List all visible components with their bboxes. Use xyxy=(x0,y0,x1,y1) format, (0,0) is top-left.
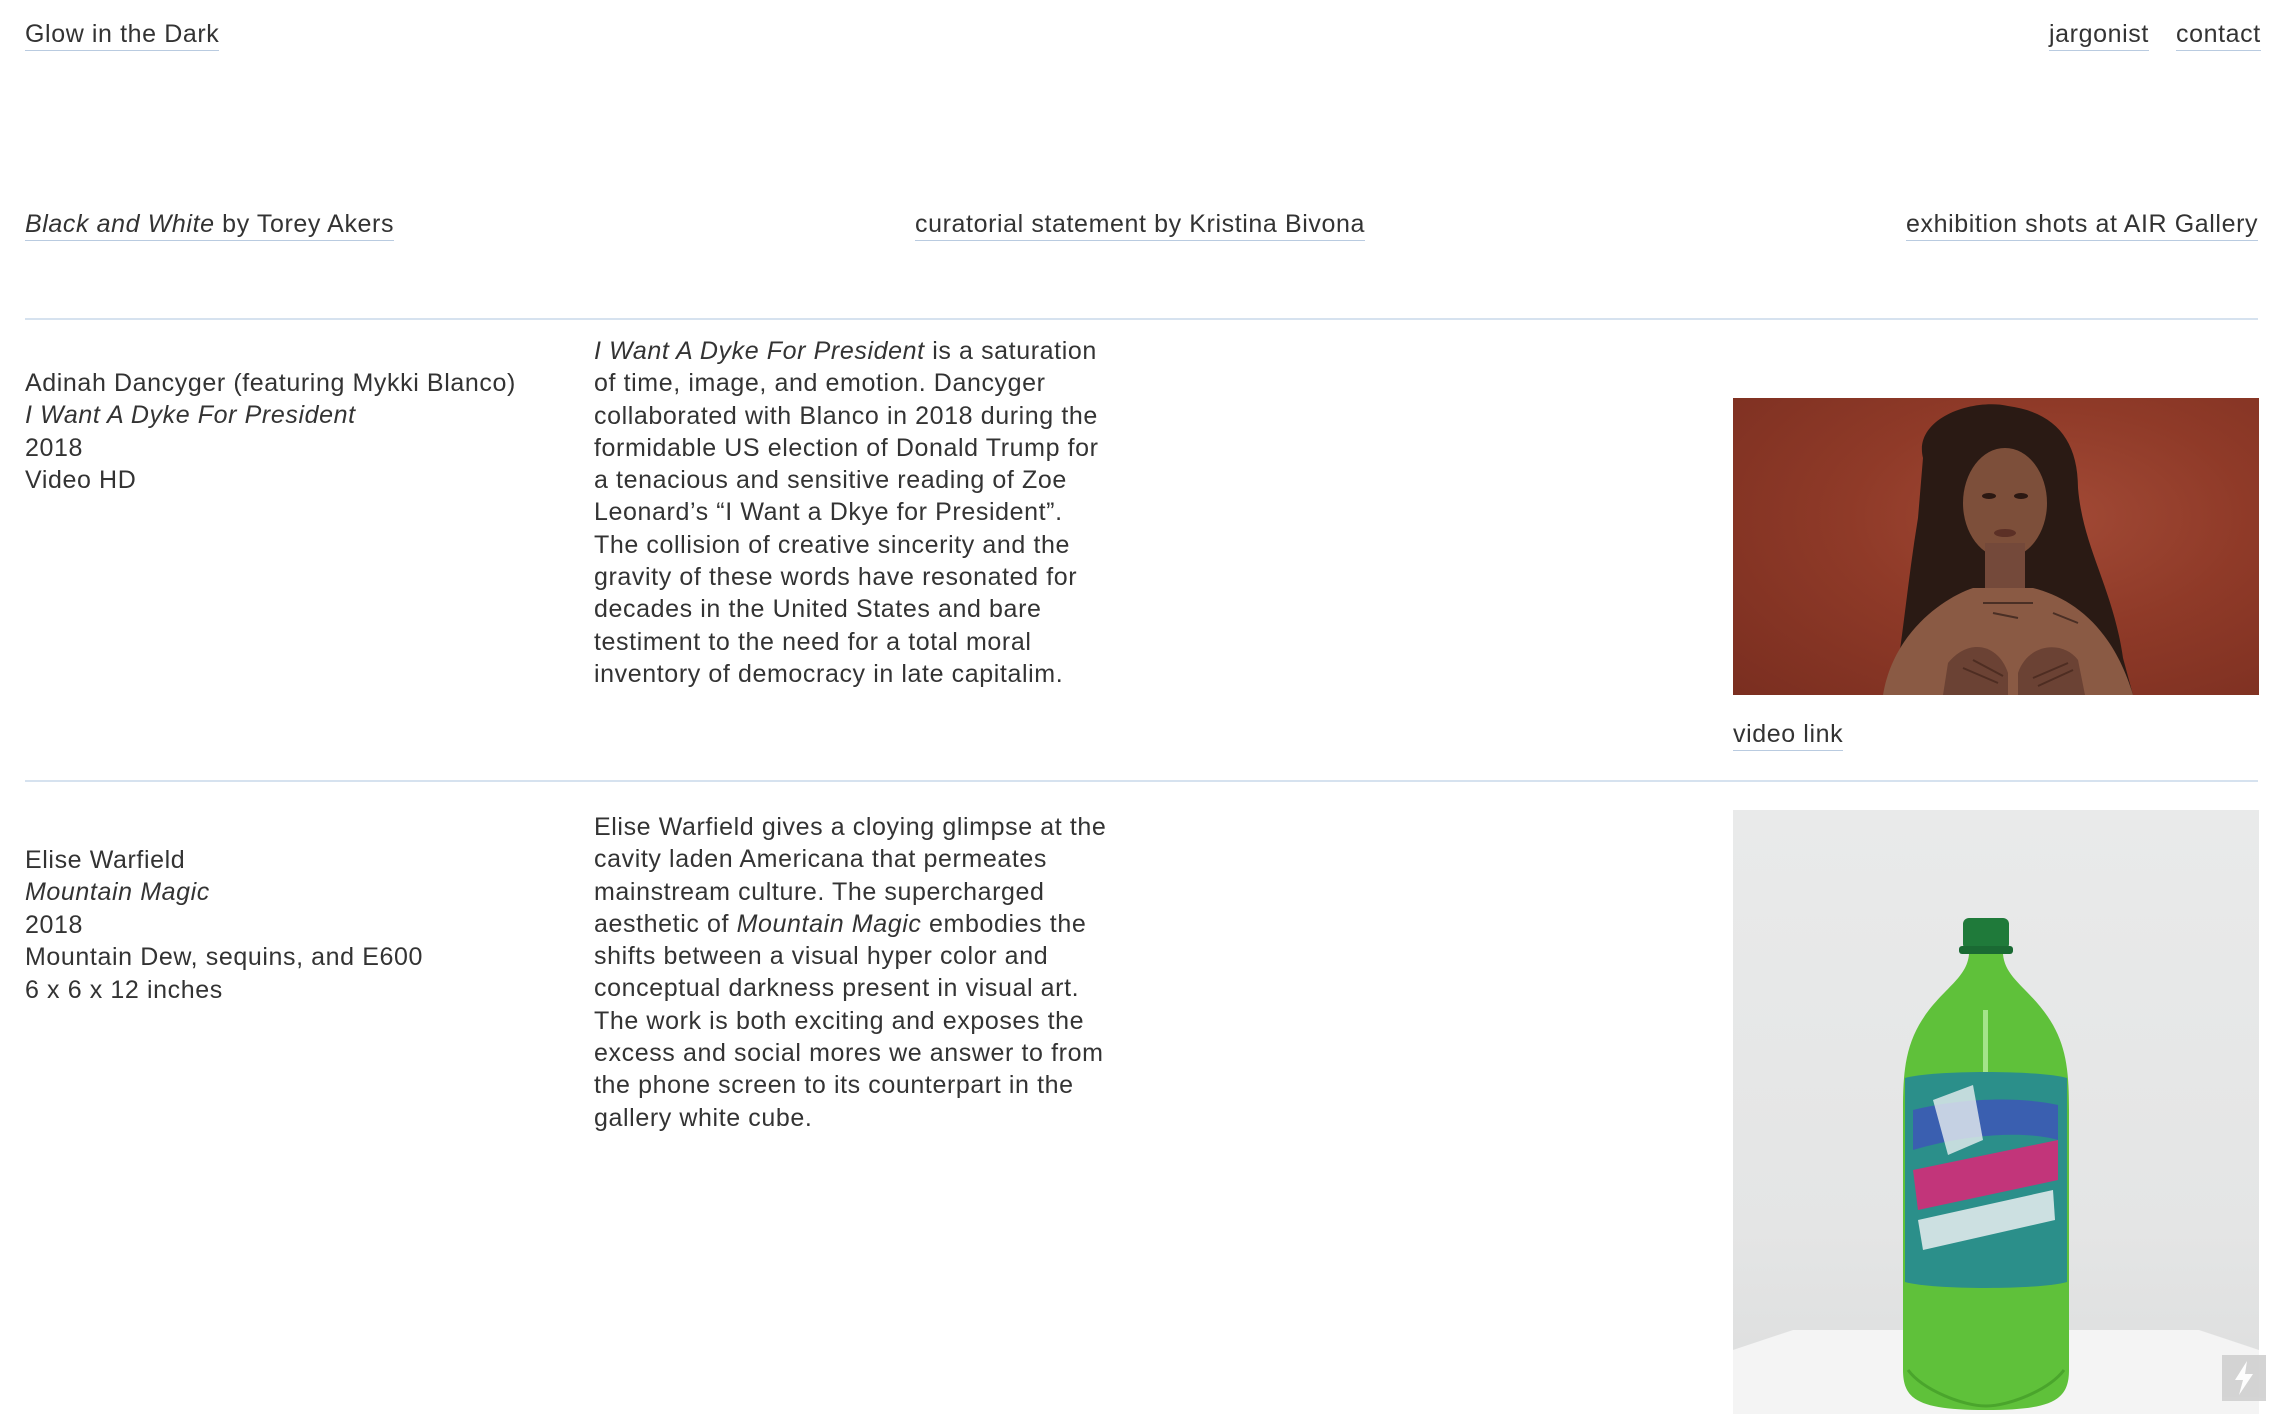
work-1-description-line: formidable US election of Donald Trump for xyxy=(594,433,1099,462)
work-2-description-line: excess and social mores we answer to from xyxy=(594,1039,1104,1068)
black-and-white-essay-link[interactable] xyxy=(25,210,394,241)
work-2-description-line: shifts between a visual hyper color and xyxy=(594,942,1049,971)
work-2-description-line: mainstream culture. The supercharged xyxy=(594,877,1045,906)
work-1-medium: Video HD xyxy=(25,466,137,495)
work-1-description-line: decades in the United States and bare xyxy=(594,595,1042,624)
work-1-description-line: gravity of these words have resonated for xyxy=(594,563,1078,592)
work-1-description-line: inventory of democracy in late capitalim. xyxy=(594,659,1064,688)
lightning-icon[interactable] xyxy=(2222,1355,2266,1401)
work-1-year: 2018 xyxy=(25,433,84,462)
lightning-glyph xyxy=(2222,1355,2266,1401)
section-divider xyxy=(25,318,2258,320)
work-2-meta xyxy=(25,844,423,1006)
work-1-description-line: of time, image, and emotion. Dancyger xyxy=(594,369,1046,398)
nav-contact-link[interactable]: contact xyxy=(2176,20,2261,51)
work-2-description xyxy=(594,811,1134,1134)
work-2-description-line: aesthetic of Mountain Magic embodies the xyxy=(594,909,1087,938)
work-1-title: I Want A Dyke For President xyxy=(25,401,356,430)
exhibition-shots-link[interactable]: exhibition shots at AIR Gallery xyxy=(1906,210,2258,241)
work-2-artist: Elise Warfield xyxy=(25,846,186,874)
work-1-video-still-image[interactable] xyxy=(1733,398,2259,695)
work-2-description-line: the phone screen to its counterpart in the xyxy=(594,1071,1074,1100)
work-1-description xyxy=(594,335,1134,690)
work-2-description-line: The work is both exciting and exposes the xyxy=(594,1006,1085,1035)
work-2-medium: Mountain Dew, sequins, and E600 xyxy=(25,943,424,972)
work-2-description-line: Elise Warfield gives a cloying glimpse at the xyxy=(594,813,1107,841)
work-2-description-line: gallery white cube. xyxy=(594,1103,813,1132)
work-1-description-line: The collision of creative sincerity and the xyxy=(594,530,1071,559)
portrait-image-icon xyxy=(1733,398,2259,695)
work-1-description-line: a tenacious and sensitive reading of Zoe xyxy=(594,466,1067,495)
work-2-title: Mountain Magic xyxy=(25,878,210,907)
section-divider xyxy=(25,780,2258,782)
work-1-artist: Adinah Dancyger (featuring Mykki Blanco) xyxy=(25,369,516,397)
site-title-link[interactable]: Glow in the Dark xyxy=(25,20,219,51)
work-2-year: 2018 xyxy=(25,910,84,939)
work-2-dimensions: 6 x 6 x 12 inches xyxy=(25,975,223,1004)
work-1-description-line: Leonard’s “I Want a Dkye for President”. xyxy=(594,498,1063,527)
work-2-description-line: conceptual darkness present in visual art. xyxy=(594,974,1080,1003)
work-2-description-line: cavity laden Americana that permeates xyxy=(594,845,1047,874)
essay-title: Black and White xyxy=(25,210,215,238)
essay-author: by Torey Akers xyxy=(214,210,395,238)
bottle-image-icon xyxy=(1733,810,2259,1414)
work-1-video-link[interactable]: video link xyxy=(1733,720,1843,751)
nav-jargonist-link[interactable]: jargonist xyxy=(2049,20,2149,51)
work-1-meta xyxy=(25,367,516,497)
work-1-description-line: testiment to the need for a total moral xyxy=(594,627,1032,656)
work-1-description-line: collaborated with Blanco in 2018 during the xyxy=(594,401,1098,430)
curatorial-statement-link[interactable]: curatorial statement by Kristina Bivona xyxy=(915,210,1365,241)
work-2-sculpture-image[interactable] xyxy=(1733,810,2259,1414)
work-1-description-line: I Want A Dyke For President is a saturation xyxy=(594,337,1097,365)
